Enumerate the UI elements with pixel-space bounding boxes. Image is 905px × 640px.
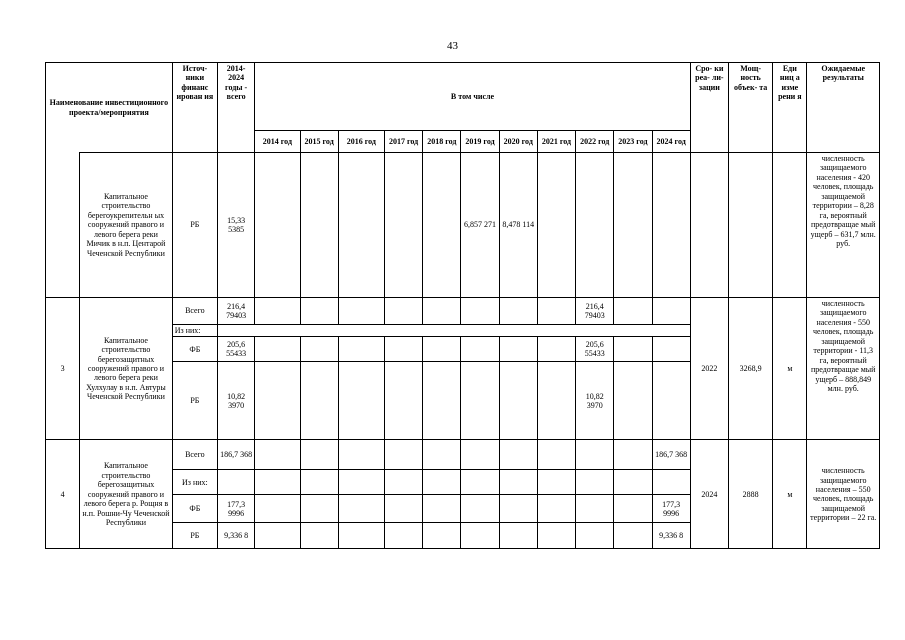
value-2022: 10,82 3970 — [576, 362, 614, 440]
header-including: В том числе — [255, 63, 691, 131]
header-year-2017: 2017 год — [384, 131, 422, 153]
header-unit: Еди ниц а изме рени я — [773, 63, 807, 153]
funding-source: Всего — [172, 298, 217, 325]
header-name: Наименование инвестиционного проекта/мероприятия — [46, 63, 173, 153]
header-results: Ожидаемые результаты — [807, 63, 880, 153]
row-number: 4 — [46, 440, 80, 549]
page-number: 43 — [447, 40, 458, 52]
funding-source: ФБ — [172, 495, 217, 523]
table-row — [46, 298, 880, 325]
value-2022: 216,4 79403 — [576, 298, 614, 325]
unit: м — [773, 440, 807, 549]
expected-results: численность защищаемого населения - 420 человек, площадь защищаемой территории – 8,28 га, вероятный предотвращае мый ущерб – 631,7 млн. руб. — [807, 153, 880, 298]
header-capacity: Мощ- ность объек- та — [729, 63, 773, 153]
project-name: Капитальное строительство берегозащитных сооружений правого и левого берега реки Хулхулау в н.п. Автуры Чеченской Республики — [80, 298, 173, 440]
capacity: 3268,9 — [729, 298, 773, 440]
funding-source: Всего — [172, 440, 217, 470]
row-number-cell — [46, 153, 80, 298]
capacity: 2888 — [729, 440, 773, 549]
project-name: Капитальное строительство берегозащитных сооружений правого и левого берега р. Рощня в н.п. Рошни-Чу Чеченской Республики — [80, 440, 173, 549]
investment-table — [45, 62, 880, 549]
funding-source: РБ — [172, 523, 217, 549]
header-term: Сро- ки реа- ли- зации — [690, 63, 728, 153]
total-value: 186,7 368 — [218, 440, 255, 470]
funding-source: Из них: — [172, 470, 217, 495]
value-2019: 6,857 271 — [461, 153, 499, 298]
row-number: 3 — [46, 298, 80, 440]
total-value: 9,336 8 — [218, 523, 255, 549]
term: 2022 — [690, 298, 728, 440]
total-value: 205,6 55433 — [218, 337, 255, 362]
header-year-2022: 2022 год — [576, 131, 614, 153]
term: 2024 — [690, 440, 728, 549]
header-year-2014: 2014 год — [255, 131, 300, 153]
value-2024: 9,336 8 — [652, 523, 690, 549]
header-year-2015: 2015 год — [300, 131, 338, 153]
funding-source: Из них: — [172, 325, 217, 337]
project-name: Капитальное строительство берегоукрепительн ых сооружений правого и левого берега реки Мичик в н.п. Центарой Чеченской Республики — [80, 153, 173, 298]
total-value: 15,33 5385 — [218, 153, 255, 298]
value-2020: 8,478 114 — [499, 153, 537, 298]
total-value: 10,82 3970 — [218, 362, 255, 440]
total-value: 177,3 9996 — [218, 495, 255, 523]
total-value: 216,4 79403 — [218, 298, 255, 325]
header-year-2020: 2020 год — [499, 131, 537, 153]
header-year-2019: 2019 год — [461, 131, 499, 153]
header-year-2016: 2016 год — [338, 131, 384, 153]
header-year-2021: 2021 год — [537, 131, 575, 153]
header-total: 2014- 2024 годы - всего — [218, 63, 255, 153]
funding-source: ФБ — [172, 337, 217, 362]
expected-results: численность защищаемого населения - 550 человек, площадь защищаемой территории - 11,3 га, вероятный предотвращае мый ущерб – 888,849 млн. руб. — [807, 298, 880, 440]
header-year-2023: 2023 год — [614, 131, 652, 153]
header-sources: Источ- ники финанс ирован ия — [172, 63, 217, 153]
value-2024: 186,7 368 — [652, 440, 690, 470]
expected-results: численность защищаемого населения – 550 человек, площадь защищаемой территории – 22 га. — [807, 440, 880, 549]
unit: м — [773, 298, 807, 440]
table-row — [46, 440, 880, 470]
value-2022: 205,6 55433 — [576, 337, 614, 362]
value-2024: 177,3 9996 — [652, 495, 690, 523]
funding-source: РБ — [172, 362, 217, 440]
header-year-2018: 2018 год — [423, 131, 461, 153]
header-year-2024: 2024 год — [652, 131, 690, 153]
table-row — [46, 153, 880, 298]
funding-source: РБ — [172, 153, 217, 298]
